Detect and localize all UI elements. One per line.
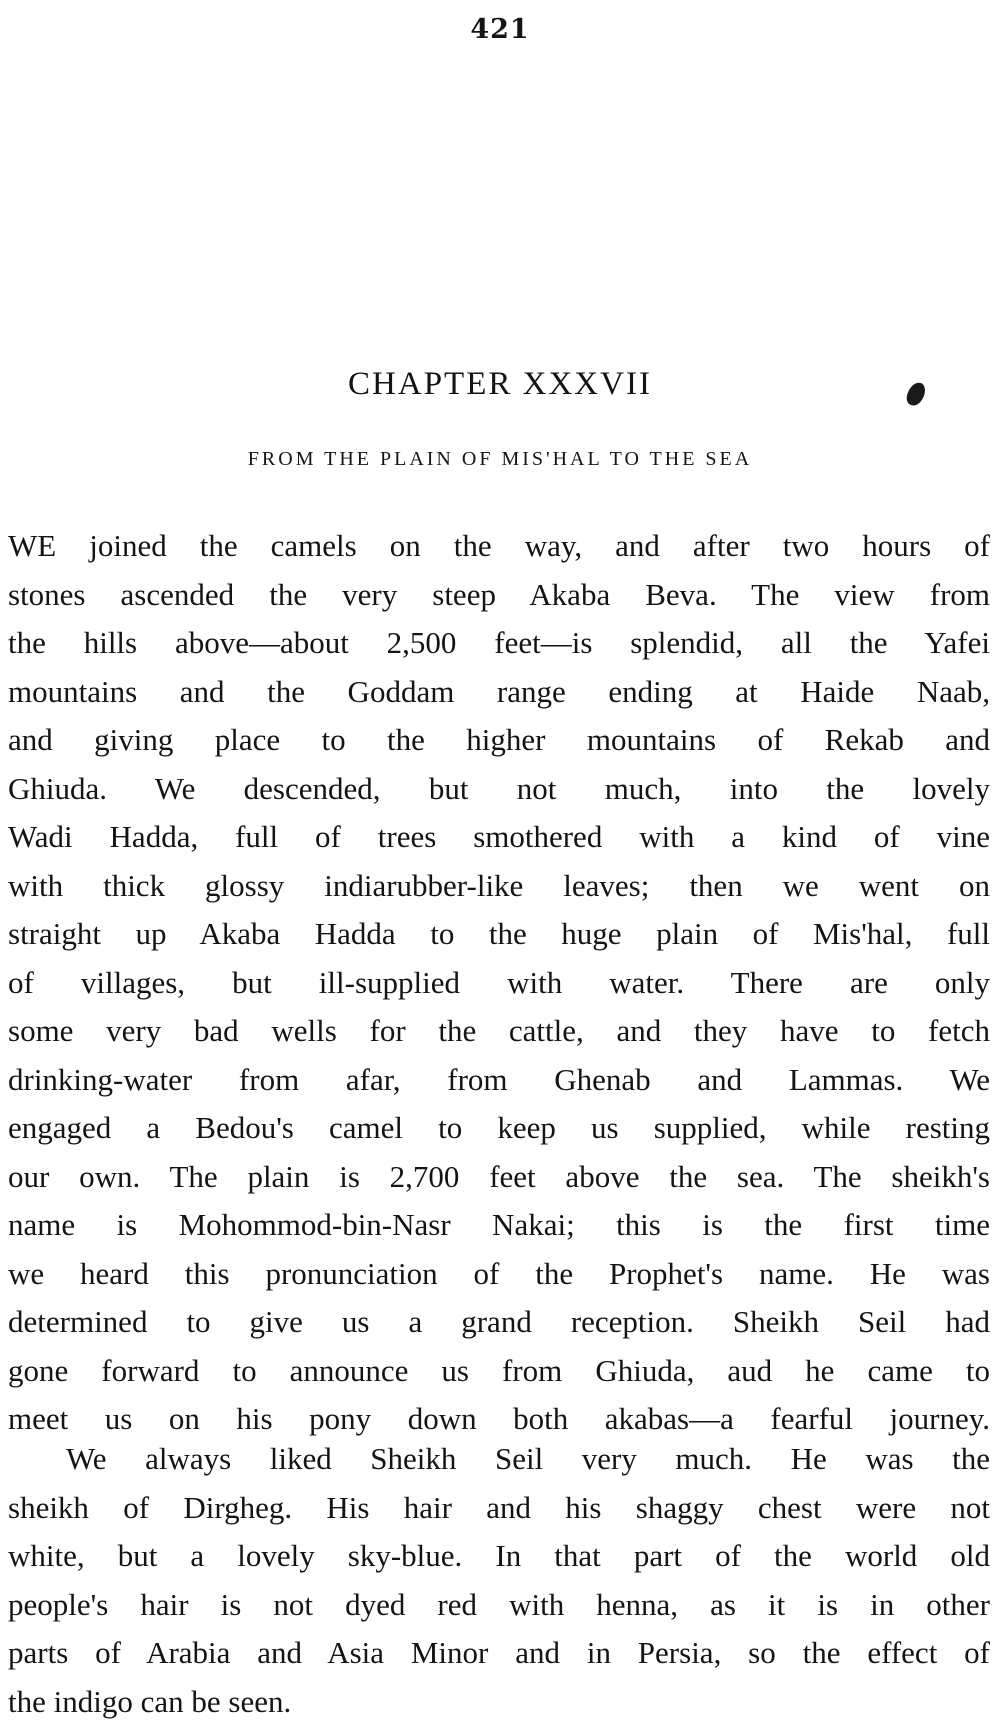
text-line: gone forward to announce us from Ghiuda, aud he came to (8, 1352, 990, 1388)
text-line: we heard this pronunciation of the Prophet's name. He was (8, 1255, 990, 1291)
text-line: straight up Akaba Hadda to the huge plain of Mis'hal, full (8, 916, 990, 951)
text-line: parts of Arabia and Asia Minor and in Persia, so the effect of (8, 1635, 990, 1670)
text-line: meet us on his pony down both akabas—a fearful journey. (8, 1401, 990, 1436)
text-line: people's hair is not dyed red with henna, as it is in other (8, 1586, 990, 1622)
text-line: mountains and the Goddam range ending at Haide Naab, (8, 673, 990, 709)
text-line: engaged a Bedou's camel to keep us supplied, while resting (8, 1110, 990, 1145)
text-line: the indigo can be seen. (8, 1683, 292, 1719)
text-line: of villages, but ill-supplied with water. There are only (8, 964, 990, 1000)
text-line: our own. The plain is 2,700 feet above the sea. The sheikh's (8, 1158, 990, 1194)
text-line: and giving place to the higher mountains of Rekab and (8, 722, 990, 757)
text-line: name is Mohommod-bin-Nasr Nakai; this is the first time (8, 1207, 990, 1242)
text-line: determined to give us a grand reception. Sheikh Seil had (8, 1304, 990, 1339)
text-line: sheikh of Dirgheg. His hair and his shaggy chest were not (8, 1489, 990, 1525)
chapter-subtitle: FROM THE PLAIN OF MIS'HAL TO THE SEA (247, 448, 753, 470)
text-line: WE joined the camels on the way, and after two hours of (8, 528, 990, 563)
text-line: Wadi Hadda, full of trees smothered with a kind of vine (8, 819, 990, 854)
text-line: with thick glossy indiarubber-like leaves; then we went on (8, 867, 990, 903)
text-line: drinking-water from afar, from Ghenab and Lammas. We (8, 1061, 990, 1097)
page-number: 421 (470, 14, 530, 45)
body-paragraph-2 (8, 1435, 990, 1726)
text-line: the hills above—about 2,500 feet—is splendid, all the Yafei (8, 625, 990, 660)
text-line: stones ascended the very steep Akaba Beva. The view from (8, 576, 990, 612)
text-line: white, but a lovely sky-blue. In that part of the world old (8, 1538, 990, 1573)
chapter-title: CHAPTER XXXVII (348, 366, 652, 402)
text-line: Ghiuda. We descended, but not much, into the lovely (8, 770, 990, 806)
text-line: We always liked Sheikh Seil very much. He was the (66, 1441, 990, 1476)
text-line: some very bad wells for the cattle, and they have to fetch (8, 1013, 990, 1048)
body-paragraph-1 (8, 522, 990, 1444)
